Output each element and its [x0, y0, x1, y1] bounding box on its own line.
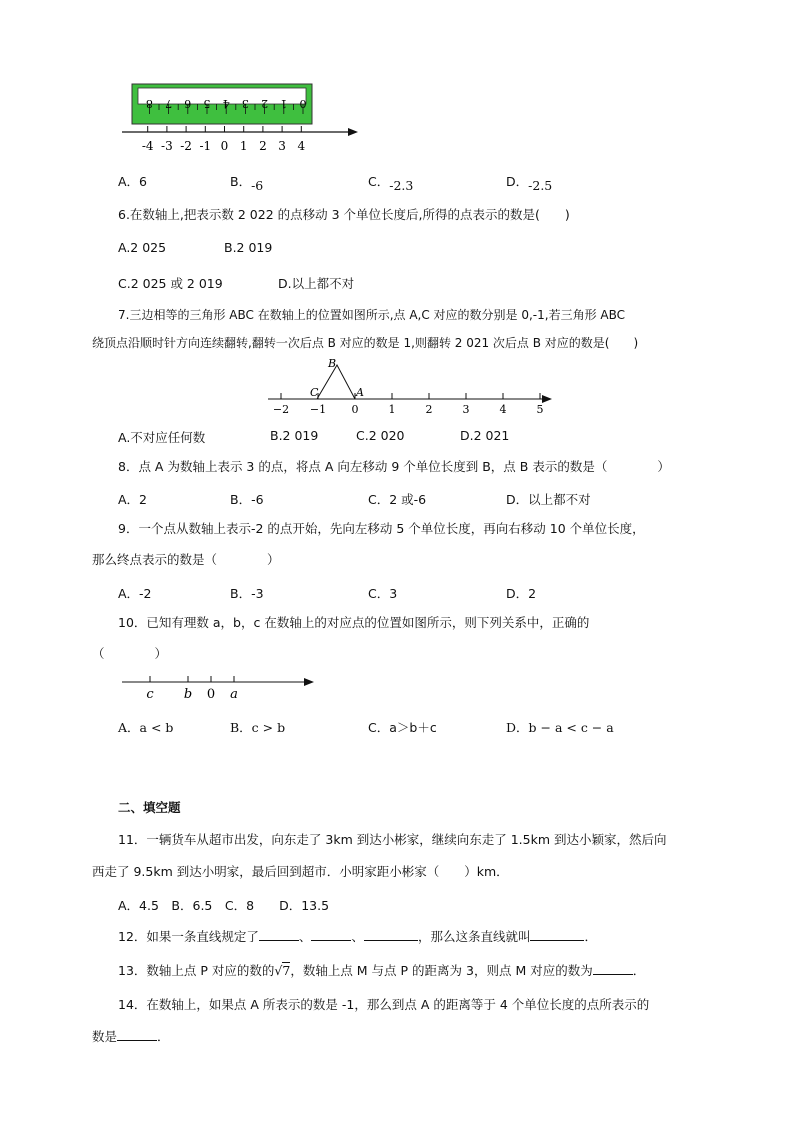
q5-option-d-letter: D．	[506, 174, 529, 189]
q14-blank[interactable]	[117, 1028, 157, 1041]
ruler-number: 7	[165, 97, 173, 110]
q8-stem: 8．点 A 为数轴上表示 3 的点，将点 A 向左移动 9 个单位长度到 B，点 B 表示的数是（ ）	[118, 459, 670, 474]
q7-axis-label: −1	[309, 403, 327, 416]
q13-mid: ，数轴上点 M 与点 P 的距离为 3，则点 M 对应的数为	[290, 963, 593, 978]
q12-end: ．	[584, 929, 597, 944]
q11-options[interactable]: A．4.5 B．6.5 C．8 D．13.5	[118, 898, 330, 913]
q9-option-c[interactable]: C．3	[368, 586, 398, 601]
section-title-fill-blank: 二、填空题	[118, 800, 181, 815]
vertex-label-c: C	[310, 386, 319, 399]
q10-stem-line1: 10．已知有理数 a，b，c 在数轴上的对应点的位置如图所示，则下列关系中，正确的	[118, 615, 590, 630]
q14-line2-prefix: 数是	[92, 1029, 118, 1044]
q10-point-label: b	[183, 687, 193, 702]
q12-blank-1[interactable]	[259, 928, 299, 941]
axis-label: 4	[297, 139, 306, 153]
q12-stem	[118, 928, 597, 946]
q6-option-a[interactable]: A.2 025	[118, 240, 167, 255]
vertex-label-b: B	[328, 357, 337, 370]
q5-option-a[interactable]: A．6	[118, 174, 148, 189]
q5-option-c[interactable]	[368, 172, 414, 193]
q7-option-b[interactable]: B.2 019	[270, 428, 319, 443]
q5-option-d-value: -2.5	[528, 178, 553, 193]
q5-ruler-figure	[118, 82, 363, 154]
q7-axis-label: 3	[462, 403, 470, 416]
sqrt-radicand: 7	[282, 963, 291, 978]
q8-option-b[interactable]: B．-6	[230, 492, 264, 507]
ruler-numbers	[146, 97, 307, 110]
q7-axis-label: −2	[272, 403, 290, 416]
q8-option-d[interactable]: D．以上都不对	[506, 492, 591, 507]
q10-stem-line2: （ ）	[92, 646, 168, 661]
q7-axis-label: 1	[388, 403, 396, 416]
ruler-number: 3	[241, 97, 249, 110]
axis-label: -1	[199, 139, 212, 153]
q7-number-line-arrow	[542, 395, 552, 403]
q7-axis-label: 0	[351, 403, 359, 416]
q12-separator-2: 、	[351, 929, 364, 944]
q10-points	[146, 676, 238, 702]
axis-label: 2	[259, 139, 267, 153]
sqrt-expression	[274, 962, 290, 978]
ruler-number: 1	[280, 97, 288, 110]
q13-prefix: 13．数轴上点 P 对应的数的	[118, 963, 275, 978]
triangle-abc	[317, 365, 355, 399]
q10-point-label: 0	[206, 687, 216, 702]
q13-stem	[118, 962, 645, 980]
q8-option-a[interactable]: A．2	[118, 492, 148, 507]
q7-option-c[interactable]: C.2 020	[356, 428, 405, 443]
axis-label: -4	[141, 139, 154, 153]
q6-option-b[interactable]: B.2 019	[224, 240, 273, 255]
q10-point-label: a	[230, 687, 238, 702]
ruler-number: 2	[261, 97, 269, 110]
q7-stem-line2: 绕顶点沿顺时针方向连续翻转,翻转一次后点 B 对应的数是 1,则翻转 2 021 次后点 B 对应的数是( )	[92, 336, 639, 350]
q10-option-d[interactable]: D．b − a < c − a	[506, 720, 614, 735]
q7-axis-label: 4	[499, 403, 507, 416]
ruler-number: 8	[145, 97, 153, 110]
q12-mid: ，那么这条直线就叫	[417, 929, 531, 944]
q5-option-b-value: -6	[251, 178, 264, 193]
q10-option-c[interactable]: C．a＞b＋c	[368, 720, 437, 735]
ruler-number: 6	[184, 97, 192, 110]
q10-number-line-arrow	[304, 678, 314, 686]
q8-option-c[interactable]: C．2 或-6	[368, 492, 427, 507]
q6-option-d[interactable]: D.以上都不对	[278, 276, 355, 291]
q14-stem-line2	[92, 1028, 170, 1046]
axis-label: -2	[180, 139, 192, 153]
q7-axis-label: 2	[425, 403, 433, 416]
axis-label: 3	[278, 139, 286, 153]
q12-blank-4[interactable]	[530, 928, 584, 941]
q7-triangle-figure	[262, 355, 562, 417]
q7-option-d[interactable]: D.2 021	[460, 428, 510, 443]
q7-axis-labels	[273, 403, 544, 416]
q11-stem-line1: 11．一辆货车从超市出发，向东走了 3km 到达小彬家，继续向东走了 1.5km 到达小颖家，然后向	[118, 832, 667, 847]
axis-label: 0	[220, 139, 229, 153]
axis-label: 1	[239, 139, 248, 153]
q9-option-d[interactable]: D．2	[506, 586, 537, 601]
ruler-number: 0	[299, 97, 307, 110]
q7-option-a[interactable]: A.不对应任何数	[118, 430, 206, 445]
q9-option-b[interactable]: B．-3	[230, 586, 264, 601]
q12-blank-3[interactable]	[364, 928, 418, 941]
q5-option-b[interactable]	[230, 172, 264, 193]
q14-stem-line1: 14．在数轴上，如果点 A 所表示的数是 -1，那么到点 A 的距离等于 4 个单位长度的点所表示的	[118, 997, 650, 1012]
q5-option-c-letter: C．	[368, 174, 390, 189]
vertex-label-a: A	[356, 386, 364, 399]
q7-axis-label: 5	[536, 403, 544, 416]
q6-stem: 6.在数轴上,把表示数 2 022 的点移动 3 个单位长度后,所得的点表示的数是( )	[118, 207, 570, 222]
q13-blank[interactable]	[593, 962, 633, 975]
q6-option-c[interactable]: C.2 025 或 2 019	[118, 276, 223, 291]
number-line-arrow	[348, 128, 358, 136]
q5-option-b-letter: B．	[230, 174, 252, 189]
q12-blank-2[interactable]	[311, 928, 351, 941]
sqrt-radical-sign: √	[274, 963, 283, 978]
q9-stem-line2: 那么终点表示的数是（ ）	[92, 552, 280, 567]
q5-option-d[interactable]	[506, 172, 553, 193]
q7-stem-line1: 7.三边相等的三角形 ABC 在数轴上的位置如图所示,点 A,C 对应的数分别是 0,-1,若三角形 ABC	[118, 308, 626, 322]
q9-stem-line1: 9．一个点从数轴上表示-2 的点开始，先向左移动 5 个单位长度，再向右移动 10 个单位长度，	[118, 521, 645, 536]
q10-option-a[interactable]: A．a < b	[118, 720, 174, 735]
q9-option-a[interactable]: A．-2	[118, 586, 152, 601]
q10-number-line-figure	[118, 672, 318, 706]
q10-option-b[interactable]: B．c > b	[230, 720, 286, 735]
q12-separator-1: 、	[298, 929, 312, 944]
axis-labels	[142, 139, 306, 153]
axis-label: -3	[161, 139, 173, 153]
q11-stem-line2: 西走了 9.5km 到达小明家，最后回到超市．小明家距小彬家（ ）km．	[92, 864, 509, 879]
q10-point-label: c	[146, 687, 154, 702]
ruler-number: 5	[203, 97, 211, 110]
q5-option-c-value: -2.3	[389, 178, 414, 193]
q14-line2-end: ．	[157, 1029, 170, 1044]
axis-ticks	[148, 126, 302, 132]
ruler-number: 4	[222, 97, 230, 110]
q12-prefix: 12．如果一条直线规定了	[118, 929, 259, 944]
q13-end: ．	[632, 963, 646, 978]
